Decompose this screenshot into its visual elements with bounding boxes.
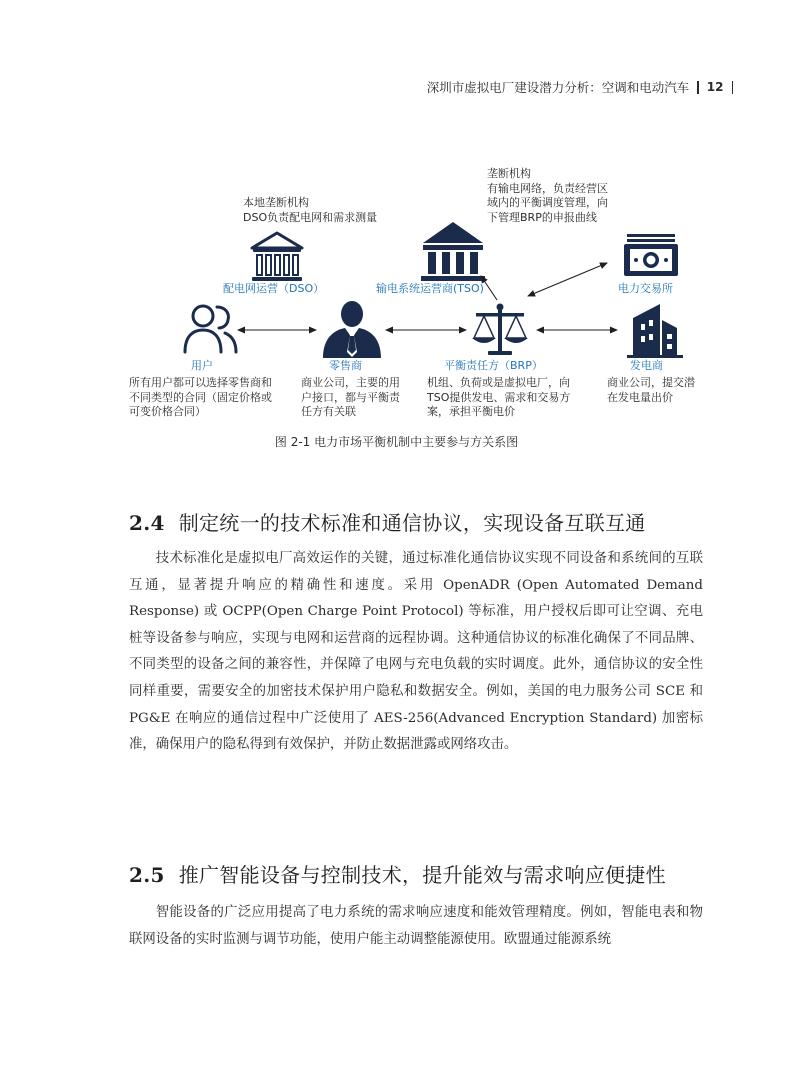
retailer-businessman-icon	[323, 301, 381, 358]
brp-scale-icon	[472, 304, 528, 356]
market-participants-diagram	[0, 0, 793, 460]
tso-label: 输电系统运营商(TSO)	[376, 282, 484, 295]
retailer-description: 商业公司，主要的用 户接口，都与平衡责 任方有关联	[301, 376, 400, 418]
brp-description: 机组、负荷或是虚拟电厂，向 TSO提供发电、需求和交易方 案，承担平衡电价	[427, 376, 571, 418]
section-number: 2.5	[129, 863, 165, 887]
brp-label: 平衡责任方（BRP）	[444, 359, 543, 372]
section-title: 推广智能设备与控制技术，提升能效与需求响应便捷性	[178, 863, 666, 887]
user-description: 所有用户都可以选择零售商和 不同类型的合同（固定价格或 可变价格合同）	[129, 376, 272, 418]
generator-buildings-icon	[627, 304, 683, 358]
figure-caption: 图 2-1 电力市场平衡机制中主要参与方关系图	[274, 435, 519, 449]
generator-description: 商业公司，提交潜 在发电量出价	[607, 376, 695, 404]
dso-label: 配电网运营（DSO）	[223, 282, 325, 295]
user-people-icon	[185, 306, 236, 352]
section-title: 制定统一的技术标准和通信协议，实现设备互联互通	[178, 511, 646, 535]
exchange-label: 电力交易所	[618, 282, 673, 295]
section-body-2-4: 技术标准化是虚拟电厂高效运作的关键，通过标准化通信协议实现不同设备和系统间的互联互通，显著提升响应的精确性和速度。采用 OpenADR (Open Automated Demand Response) 或 OCPP(Open Charge Point Protocol) 等标准，用户授权后即可让空调、充电桩等设备参与响应，实现与电网和运营商的远程协调。这种通信协议的标准化确保了不同品牌、不同类型的设备之间的兼容性，并保障了电网与充电负载的实时调度。此外，通信协议的安全性同样重要，需要安全的加密技术保护用户隐私和数据安全。例如，美国的电力服务公司 SCE 和 PG&E 在响应的通信过程中广泛使用了 AES-256(Advanced Encryption Standard) 加密标准，确保用户的隐私得到有效保护，并防止数据泄露或网络攻击。	[129, 551, 703, 753]
section-body-2-5: 智能设备的广泛应用提高了电力系统的需求响应速度和能效管理精度。例如，智能电表和物联网设备的实时监测与调节功能，使用户能主动调整能源使用。欧盟通过能源系统	[129, 905, 703, 947]
retailer-label: 零售商	[329, 359, 362, 372]
page-number: 12	[706, 80, 724, 94]
arrow-brp-exchange	[528, 263, 607, 296]
tso-description: 垄断机构 有输电网络，负责经营区 域内的平衡调度管理，向 下管理BRP的申报曲线	[487, 167, 608, 224]
section-heading-2-5	[129, 859, 666, 888]
section-number: 2.4	[129, 511, 165, 535]
exchange-money-icon	[624, 234, 678, 276]
user-label: 用户	[191, 359, 213, 372]
dso-building-icon	[252, 233, 302, 281]
section-heading-2-4	[129, 507, 646, 536]
header-title: 深圳市虚拟电厂建设潜力分析：空调和电动汽车	[426, 80, 690, 95]
generator-label: 发电商	[630, 359, 663, 372]
dso-description: 本地垄断机构 DSO负责配电网和需求测量	[243, 196, 378, 224]
tso-bank-icon	[421, 222, 485, 281]
